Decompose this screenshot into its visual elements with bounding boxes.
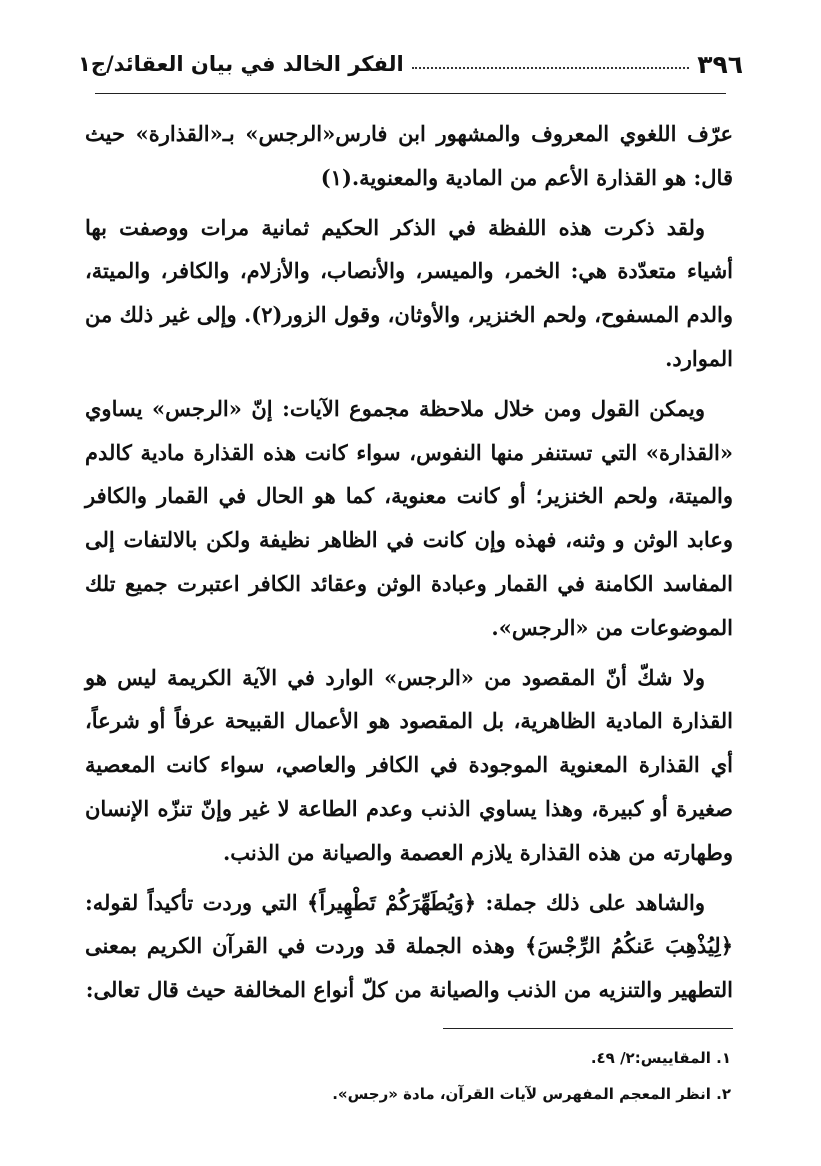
- paragraph-3: ويمكن القول ومن خلال ملاحظة مجموع الآيات: إنّ «الرجس» يساوي «القذارة» التي تستنفر منها النفوس، سواء كانت هذه القذارة مادية كالدم والميتة، ولحم الخنزير؛ أو كانت معنوية، كما هو الحال في القمار والكافر وعابد الوثن و وثنه، فهذه وإن كانت في الظاهر نظيفة ولكن بالالتفات إلى المفاسد الكامنة في القمار وعبادة الوثن وعقائد الكافر اعتبرت جميع تلك الموضوعات من «الرجس».: [85, 395, 733, 640]
- footnote-1: ١. المقاييس:٢/ ٤٩.: [590, 1049, 731, 1067]
- paragraph-4: ولا شكّ أنّ المقصود من «الرجس» الوارد في الآية الكريمة ليس هو القذارة المادية الظاهرية، بل المقصود هو الأعمال القبيحة عرفاً أو شرعاً، أي القذارة المعنوية الموجودة في الكافر والعاصي، سواء كانت المعصية صغيرة أو كبيرة، وهذا يساوي الذنب وعدم الطاعة لا غير وإنّ تنزّه الإنسان وطهارته من هذه القذارة يلازم العصمة والصيانة من الذنب.: [85, 664, 733, 865]
- page-number: ٣٩٦: [697, 49, 743, 79]
- paragraph-5: والشاهد على ذلك جملة: ﴿وَيُطَهِّرَكُمْ تَطْهِيراً﴾ التي وردت تأكيداً لقوله: ﴿لِيُذْهِبَ عَنكُمُ الرِّجْسَ﴾ وهذه الجملة قد وردت في القرآن الكريم بمعنى التطهير والتنزيه من الذنب والصيانة من كلّ أنواع المخالفة حيث قال تعالى:: [85, 889, 734, 1003]
- header-dotted-leader: [412, 67, 690, 69]
- paragraph-2: ولقد ذكرت هذه اللفظة في الذكر الحكيم ثمانية مرات ووصفت بها أشياء متعدّدة هي: الخمر، والميسر، والأنصاب، والأزلام، والكافر، والميتة، والدم المسفوح، ولحم الخنزير، والأوثان، وقول الزور(٢). وإلى غير ذلك من الموارد.: [85, 214, 733, 371]
- paragraph-1: عرّف اللغوي المعروف والمشهور ابن فارس«الرجس» بـ«القذارة» حيث قال: هو القذارة الأعم من المادية والمعنوية.(١): [85, 121, 733, 190]
- header-rule: [95, 93, 726, 94]
- footnotes: [85, 1040, 731, 1112]
- running-title: الفكر الخالد في بيان العقائد/ج١: [78, 52, 404, 76]
- page-header: [78, 44, 743, 84]
- main-text: [85, 112, 733, 1018]
- footnote-2: ٢. انظر المعجم المفهرس لآيات القرآن، مادة «رجس».: [332, 1085, 731, 1103]
- footnote-separator: [443, 1028, 733, 1029]
